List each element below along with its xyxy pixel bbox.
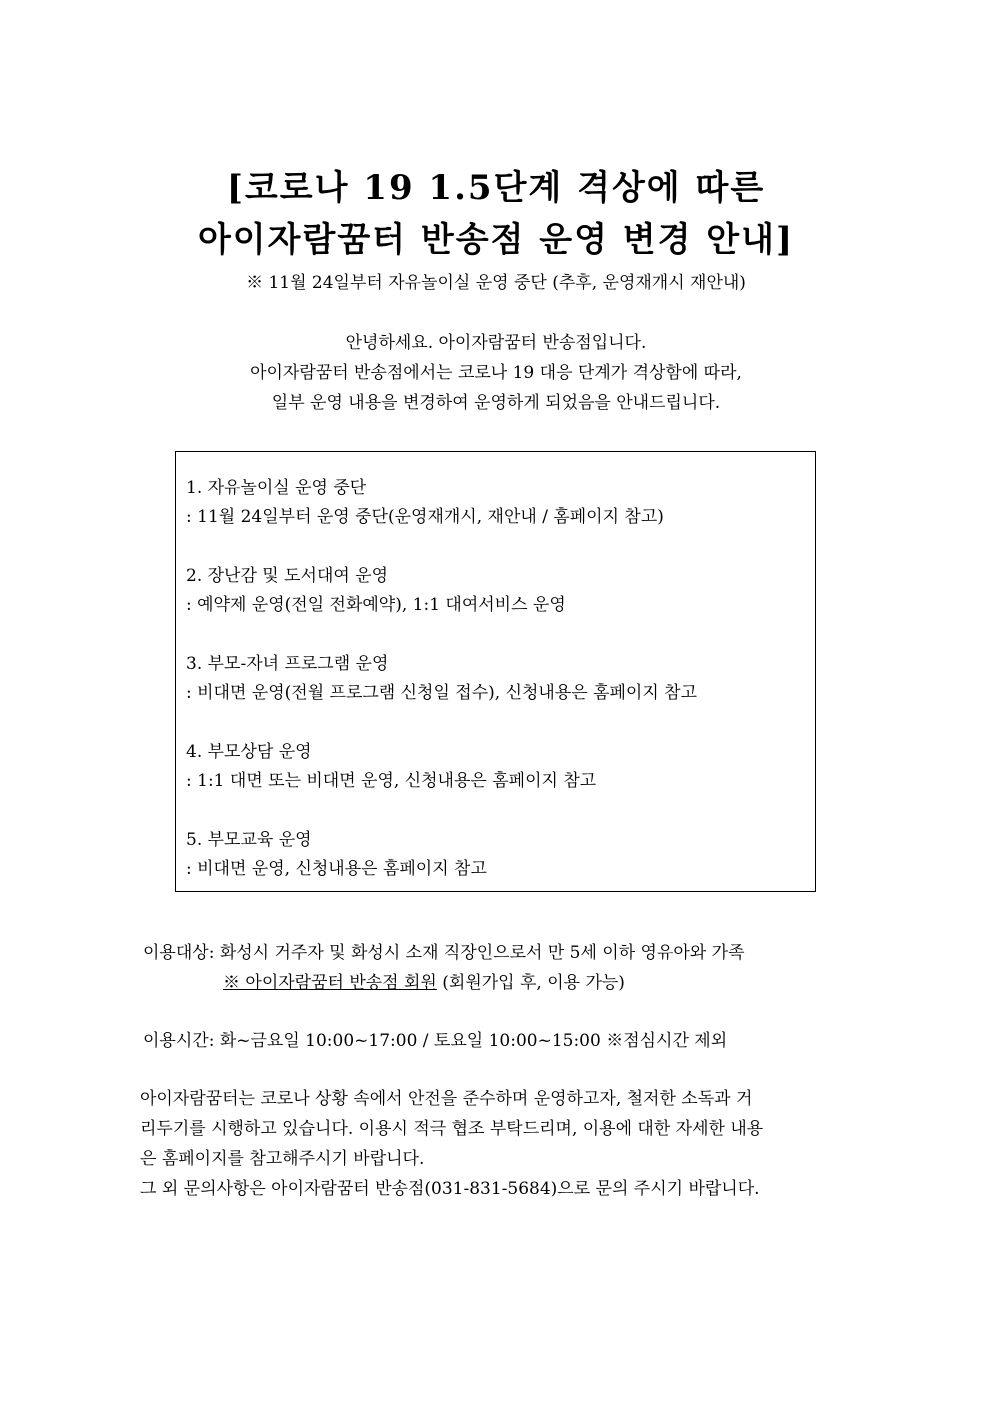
operating-hours: 이용시간: 화~금요일 10:00~17:00 / 토요일 10:00~15:00 ※점심시간 제외 <box>143 1031 728 1051</box>
item-heading: 1. 자유놀이실 운영 중단 <box>186 478 367 498</box>
item-detail: : 비대면 운영(전월 프로그램 신청일 접수), 신청내용은 홈페이지 참고 <box>186 683 698 703</box>
item-heading: 4. 부모상담 운영 <box>186 742 312 762</box>
document-title-line-1: [코로나 19 1.5단계 격상에 따른 <box>226 168 766 208</box>
item-heading: 5. 부모교육 운영 <box>186 830 312 850</box>
intro-line: 아이자람꿈터 반송점에서는 코로나 19 대응 단계가 격상함에 따라, <box>250 363 742 383</box>
item-detail: : 11월 24일부터 운영 중단(운영재개시, 재안내 / 홈페이지 참고) <box>186 507 664 527</box>
closing-paragraph-line: 아이자람꿈터는 코로나 상황 속에서 안전을 준수하며 운영하고자, 철저한 소독과 거 <box>140 1089 753 1109</box>
eligibility-line: 이용대상: 화성시 거주자 및 화성시 소재 직장인으로서 만 5세 이하 영유아와 가족 <box>143 943 745 963</box>
membership-requirement: ※ 아이자람꿈터 반송점 회원 <box>223 973 437 993</box>
suspension-notice: ※ 11월 24일부터 자유놀이실 운영 중단 (추후, 운영재개시 재안내) <box>246 273 746 293</box>
item-detail: : 예약제 운영(전일 전화예약), 1:1 대여서비스 운영 <box>186 595 566 615</box>
operation-changes-box <box>175 451 816 892</box>
item-heading: 2. 장난감 및 도서대여 운영 <box>186 566 389 586</box>
closing-paragraph-line: 은 홈페이지를 참고해주시기 바랍니다. <box>140 1149 425 1169</box>
membership-note-rest: (회원가입 후, 이용 가능) <box>436 973 625 993</box>
item-heading: 3. 부모-자녀 프로그램 운영 <box>186 654 389 674</box>
item-detail: : 1:1 대면 또는 비대면 운영, 신청내용은 홈페이지 참고 <box>186 771 597 791</box>
contact-line: 그 외 문의사항은 아이자람꿈터 반송점(031-831-5684)으로 문의 주시기 바랍니다. <box>140 1179 760 1199</box>
intro-line: 안녕하세요. 아이자람꿈터 반송점입니다. <box>345 333 647 353</box>
item-detail: : 비대면 운영, 신청내용은 홈페이지 참고 <box>186 859 487 879</box>
document-title-line-2: 아이자람꿈터 반송점 운영 변경 안내] <box>197 220 795 260</box>
intro-line: 일부 운영 내용을 변경하여 운영하게 되었음을 안내드립니다. <box>271 393 721 413</box>
membership-note <box>223 968 625 993</box>
closing-paragraph-line: 리두기를 시행하고 있습니다. 이용시 적극 협조 부탁드리며, 이용에 대한 자세한 내용 <box>140 1119 764 1139</box>
